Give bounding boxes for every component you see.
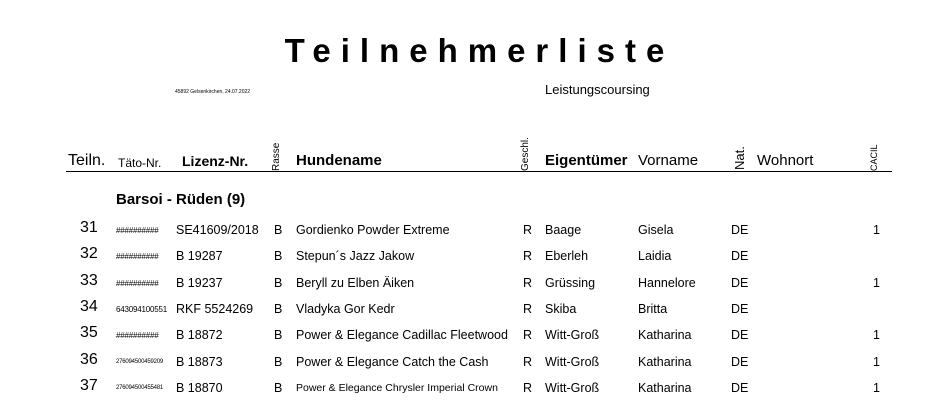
row-taeto: ##########: [116, 226, 159, 235]
table-row: [0, 218, 949, 244]
row-hundename: Stepun´s Jazz Jakow: [296, 249, 415, 263]
table-row: [0, 376, 949, 402]
row-nat: DE: [731, 328, 749, 342]
col-header-geschl: Geschl.: [520, 137, 531, 171]
row-eigentuemer: Eberleh: [545, 249, 589, 263]
row-eigentuemer: Skiba: [545, 302, 577, 316]
row-taeto: ##########: [116, 279, 159, 288]
row-vorname: Katharina: [638, 355, 692, 369]
col-header-lizenz: Lizenz-Nr.: [182, 153, 249, 169]
row-eigentuemer: Witt-Groß: [545, 381, 600, 395]
row-hundename: Beryll zu Elben Äiken: [296, 276, 415, 290]
row-geschl: R: [523, 381, 533, 395]
col-header-nat: Nat.: [732, 146, 747, 170]
row-eigentuemer: Witt-Groß: [545, 328, 600, 342]
row-nr: 35: [80, 324, 98, 341]
row-taeto: 276094500459209: [116, 359, 164, 365]
row-taeto: ##########: [116, 331, 159, 340]
col-header-cacil: CACIL: [869, 144, 879, 171]
row-nat: DE: [731, 223, 749, 237]
event-subtitle: Leistungscoursing: [545, 82, 650, 97]
row-lizenz: RKF 5524269: [176, 302, 254, 316]
row-taeto: 276094500455481: [116, 385, 164, 391]
row-geschl: R: [523, 302, 533, 316]
row-nr: 33: [80, 272, 98, 289]
row-taeto: ##########: [116, 252, 159, 261]
table-row: [0, 323, 949, 349]
row-geschl: R: [523, 276, 533, 290]
row-nat: DE: [731, 381, 749, 395]
row-lizenz: B 18873: [176, 355, 223, 369]
row-lizenz: SE41609/2018: [176, 223, 259, 237]
col-header-taeto: Täto-Nr.: [118, 156, 162, 170]
table-row: [0, 244, 949, 270]
col-header-eigentuemer: Eigentümer: [545, 152, 628, 169]
row-rasse: B: [274, 355, 283, 369]
page-title: Teilnehmerliste: [284, 32, 675, 69]
row-nat: DE: [731, 355, 749, 369]
row-rasse: B: [274, 328, 283, 342]
row-nr: 36: [80, 351, 98, 368]
table-row: [0, 271, 949, 297]
row-vorname: Katharina: [638, 381, 692, 395]
row-nr: 31: [80, 219, 98, 236]
col-header-nr: Teiln.: [68, 152, 106, 169]
row-hundename: Power & Elegance Chrysler Imperial Crown: [296, 382, 498, 394]
row-rasse: B: [274, 276, 283, 290]
row-vorname: Laidia: [638, 249, 672, 263]
row-lizenz: B 19237: [176, 276, 223, 290]
row-cacil: 1: [873, 223, 880, 237]
row-geschl: R: [523, 249, 533, 263]
row-rasse: B: [274, 302, 283, 316]
row-lizenz: B 18870: [176, 381, 223, 395]
row-rasse: B: [274, 223, 283, 237]
col-header-wohnort: Wohnort: [757, 152, 814, 169]
col-header-rasse: Rasse: [271, 142, 282, 171]
row-cacil: 1: [873, 355, 880, 369]
row-vorname: Britta: [638, 302, 668, 316]
row-lizenz: B 18872: [176, 328, 223, 342]
row-vorname: Hannelore: [638, 276, 696, 290]
row-taeto: 643094100551: [116, 305, 167, 314]
row-eigentuemer: Grüssing: [545, 276, 596, 290]
row-geschl: R: [523, 328, 533, 342]
group-heading: Barsoi - Rüden (9): [116, 191, 246, 208]
row-vorname: Katharina: [638, 328, 692, 342]
row-nat: DE: [731, 249, 749, 263]
row-hundename: Power & Elegance Cadillac Fleetwood: [296, 328, 508, 342]
row-rasse: B: [274, 381, 283, 395]
row-cacil: 1: [873, 328, 880, 342]
row-nr: 34: [80, 298, 98, 315]
col-header-vorname: Vorname: [638, 152, 699, 169]
row-rasse: B: [274, 249, 283, 263]
row-nr: 37: [80, 377, 98, 394]
row-nr: 32: [80, 245, 98, 262]
row-hundename: Power & Elegance Catch the Cash: [296, 355, 489, 369]
col-header-hundename: Hundename: [296, 152, 382, 169]
place-date: 45892 Gelsenkirchen, 24.07.2022: [175, 89, 251, 95]
header-rule: [66, 171, 892, 172]
row-cacil: 1: [873, 276, 880, 290]
row-hundename: Vladyka Gor Kedr: [296, 302, 395, 316]
row-nat: DE: [731, 276, 749, 290]
table-row: [0, 350, 949, 376]
table-row: [0, 297, 949, 323]
row-eigentuemer: Baage: [545, 223, 582, 237]
row-nat: DE: [731, 302, 749, 316]
row-eigentuemer: Witt-Groß: [545, 355, 600, 369]
row-geschl: R: [523, 355, 533, 369]
row-cacil: 1: [873, 381, 880, 395]
row-geschl: R: [523, 223, 533, 237]
row-vorname: Gisela: [638, 223, 674, 237]
row-hundename: Gordienko Powder Extreme: [296, 223, 450, 237]
row-lizenz: B 19287: [176, 249, 223, 263]
